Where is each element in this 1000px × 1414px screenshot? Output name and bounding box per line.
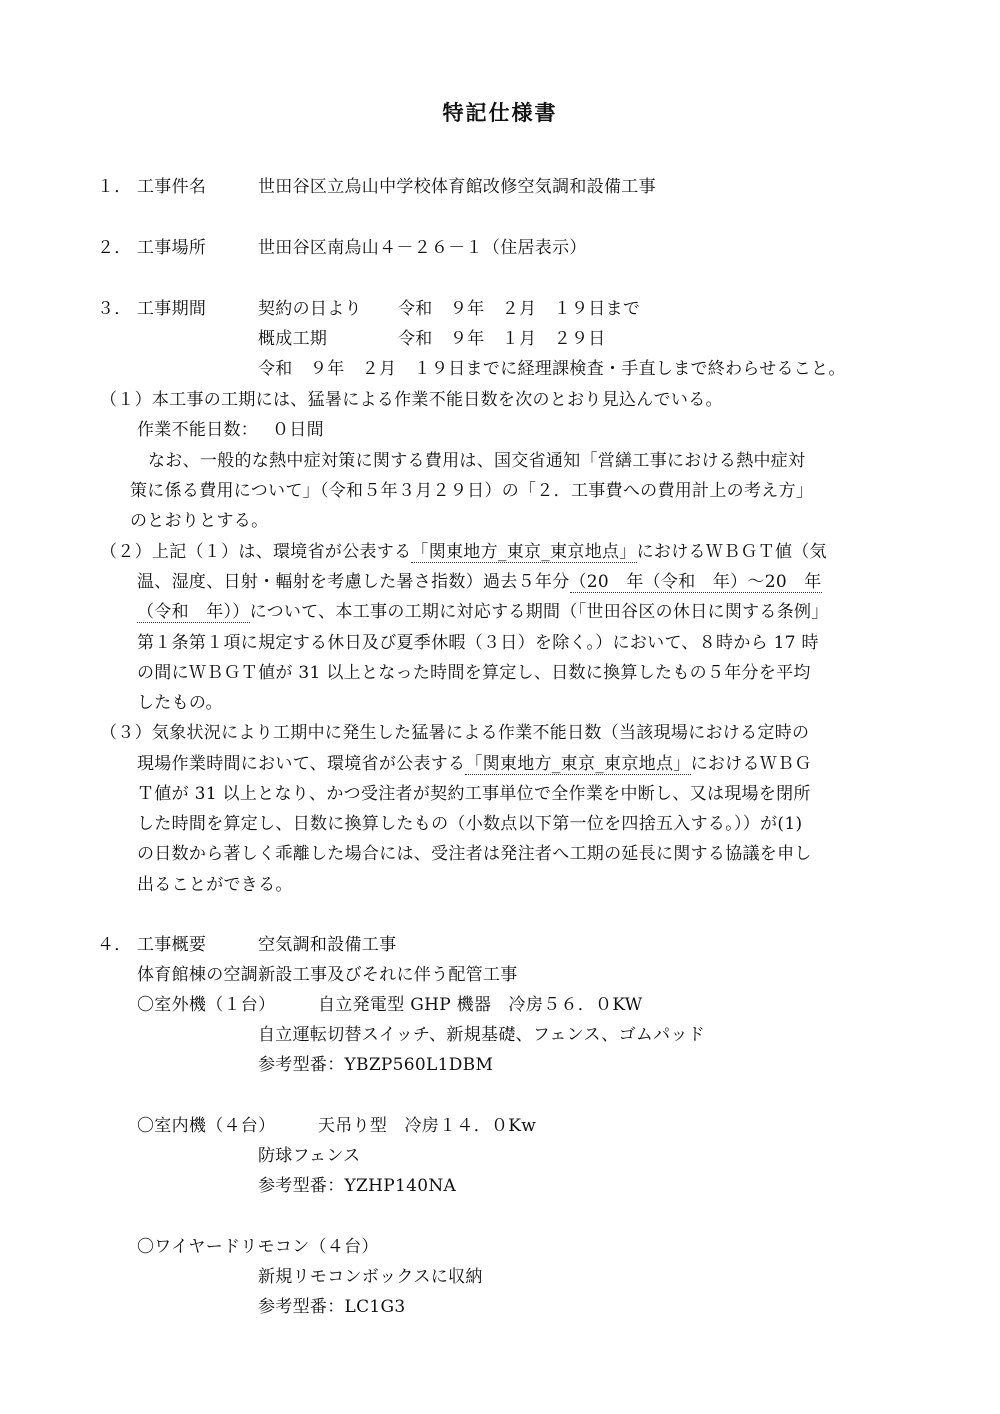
paragraph-2-line-4: 第１条第１項に規定する休日及び夏季休暇（３日）を除く。）において、８時から 17 時 bbox=[137, 633, 819, 653]
outdoor-unit-spec: 自立発電型 GHP 機器 冷房５６．０KW bbox=[318, 995, 643, 1015]
observation-point: 「関東地方_東京_東京地点」 bbox=[465, 754, 691, 774]
indoor-unit-model: 参考型番：YZHP140NA bbox=[258, 1176, 457, 1196]
outdoor-unit-model: 参考型番：YBZP560L1DBM bbox=[258, 1055, 494, 1075]
paragraph-2-text: （２）上記（１）は、環境省が公表する bbox=[100, 542, 412, 562]
section-4-number: ４． bbox=[97, 935, 132, 955]
paragraph-3-line-5: の日数から著しく乖離した場合には、受注者は発注者へ工期の延長に関する協議を申し bbox=[137, 844, 812, 864]
section-4-subtitle: 体育館棟の空調新設工事及びそれに伴う配管工事 bbox=[137, 965, 518, 985]
paragraph-2-line-2 bbox=[137, 570, 822, 594]
section-1-label: 工事件名 bbox=[137, 177, 207, 197]
paragraph-1-line-5: のとおりとする。 bbox=[130, 511, 269, 531]
section-2-number: ２． bbox=[97, 238, 132, 258]
period-field: （令和 年）） bbox=[137, 602, 250, 622]
unworkable-days-label: 作業不能日数： bbox=[137, 420, 259, 440]
period-field: （20 年（令和 年）～20 年 bbox=[569, 572, 822, 592]
paragraph-3-text: 現場作業時間において、環境省が公表する bbox=[137, 754, 466, 774]
paragraph-2-line-1 bbox=[100, 540, 827, 564]
paragraph-3-text: におけるＷＢＧ bbox=[690, 754, 812, 774]
section-2-value: 世田谷区南烏山４－２６－１（住居表示） bbox=[258, 238, 587, 258]
section-3-label: 工事期間 bbox=[137, 299, 207, 319]
remote-control-model: 参考型番：LC1G3 bbox=[258, 1297, 406, 1317]
remote-control-heading: 〇ワイヤードリモコン（４台） bbox=[137, 1237, 379, 1257]
remote-control-accessories: 新規リモコンボックスに収納 bbox=[258, 1267, 483, 1287]
section-4-label: 工事概要 bbox=[137, 935, 207, 955]
paragraph-2-line-3 bbox=[137, 600, 829, 624]
inspection-deadline: 令和 ９年 ２月 １９日までに経理課検査・手直しまで終わらせること。 bbox=[258, 359, 846, 379]
unworkable-days-value: ０日間 bbox=[272, 420, 324, 440]
paragraph-3-line-2 bbox=[137, 752, 812, 776]
indoor-unit-spec: 天吊り型 冷房１４．０Kw bbox=[318, 1116, 537, 1136]
substantial-completion-date: 令和 ９年 １月 ２９日 bbox=[398, 329, 606, 349]
outdoor-unit-heading: 〇室外機（１台） bbox=[137, 995, 276, 1015]
outdoor-unit-accessories: 自立運転切替スイッチ、新規基礎、フェンス、ゴムパッド bbox=[258, 1025, 706, 1045]
contract-start-label: 契約の日より bbox=[258, 299, 362, 319]
observation-point: 「関東地方_東京_東京地点」 bbox=[411, 542, 637, 562]
section-4-value: 空気調和設備工事 bbox=[258, 935, 397, 955]
paragraph-1-line-3: なお、一般的な熱中症対策に関する費用は、国交省通知「営繕工事における熱中症対 bbox=[148, 451, 806, 471]
section-3-number: ３． bbox=[97, 299, 132, 319]
indoor-unit-heading: 〇室内機（４台） bbox=[137, 1116, 276, 1136]
paragraph-3-line-6: 出ることができる。 bbox=[137, 875, 293, 895]
indoor-unit-accessories: 防球フェンス bbox=[258, 1146, 361, 1166]
substantial-completion-label: 概成工期 bbox=[258, 329, 328, 349]
paragraph-2-text: 温、湿度、日射・輻射を考慮した暑さ指数）過去５年分 bbox=[137, 572, 570, 592]
section-2-label: 工事場所 bbox=[137, 238, 207, 258]
paragraph-1-line-1: （１）本工事の工期には、猛暑による作業不能日数を次のとおり見込んでいる。 bbox=[100, 390, 723, 410]
paragraph-2-text: におけるＷＢＧＴ値（気 bbox=[636, 542, 827, 562]
completion-date: 令和 ９年 ２月 １９日まで bbox=[398, 299, 641, 319]
document-title: 特記仕様書 bbox=[442, 101, 558, 125]
paragraph-2-text: について、本工事の工期に対応する期間（「世田谷区の休日に関する条例」 bbox=[249, 602, 829, 622]
section-1-value: 世田谷区立烏山中学校体育館改修空気調和設備工事 bbox=[258, 177, 656, 197]
paragraph-3-line-3: Ｔ値が 31 以上となり、かつ受注者が契約工事単位で全作業を中断し、又は現場を閉所 bbox=[137, 784, 811, 804]
paragraph-2-line-5: の間にＷＢＧＴ値が 31 以上となった時間を算定し、日数に換算したもの５年分を平均 bbox=[137, 663, 811, 683]
paragraph-2-line-6: したもの。 bbox=[137, 693, 223, 713]
paragraph-1-line-4: 策に係る費用について」（令和５年３月２９日）の「２．工事費への費用計上の考え方」 bbox=[130, 481, 814, 501]
paragraph-3-line-1: （３）気象状況により工期中に発生した猛暑による作業不能日数（当該現場における定時の bbox=[100, 723, 810, 743]
section-1-number: １． bbox=[97, 177, 132, 197]
paragraph-3-line-4: した時間を算定し、日数に換算したもの（小数点以下第一位を四捨五入する。））が(1) bbox=[137, 814, 803, 834]
